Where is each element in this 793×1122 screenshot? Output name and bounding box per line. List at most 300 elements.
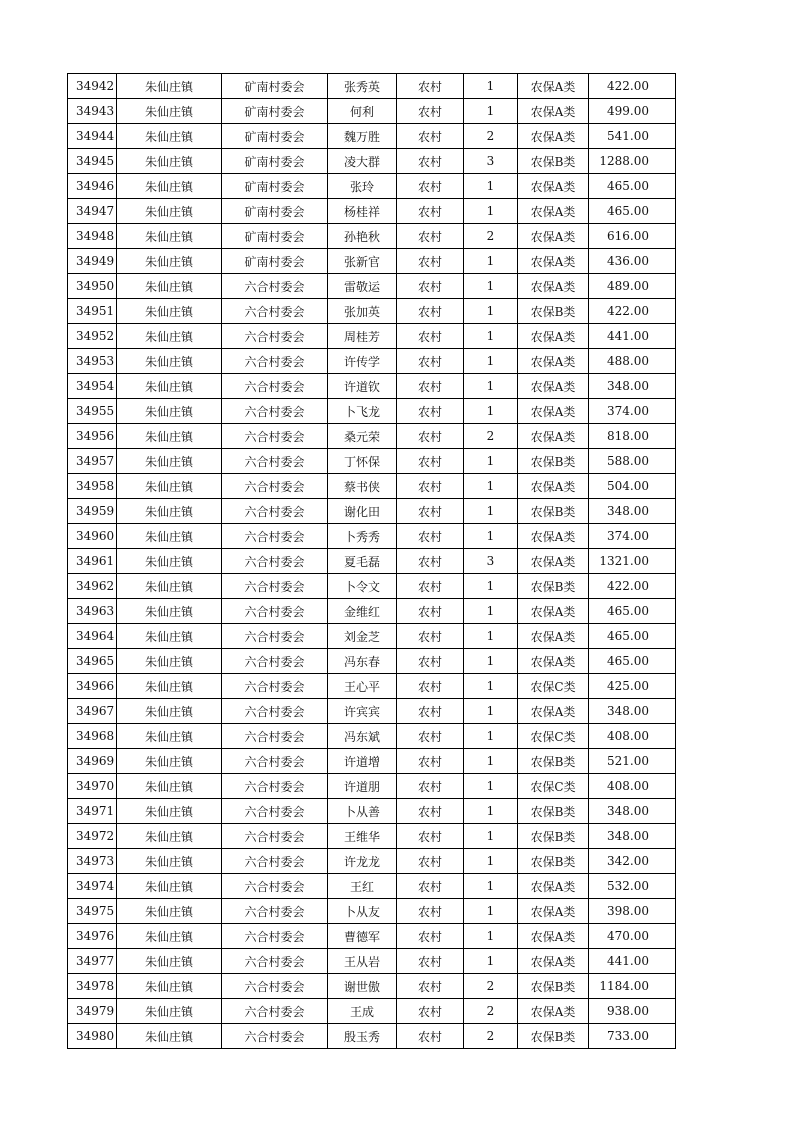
town-cell: 朱仙庄镇 (117, 499, 222, 524)
name-cell: 杨桂祥 (328, 199, 397, 224)
table-row (68, 424, 676, 449)
record-id-cell: 34950 (68, 274, 117, 299)
insurance-category-cell: 农保A类 (518, 374, 589, 399)
area-type-cell: 农村 (397, 199, 464, 224)
village-committee-cell: 六合村委会 (222, 699, 328, 724)
village-committee-cell: 六合村委会 (222, 474, 328, 499)
insurance-category-cell: 农保B类 (518, 299, 589, 324)
name-cell: 殷玉秀 (328, 1024, 397, 1049)
record-id-cell: 34958 (68, 474, 117, 499)
town-cell: 朱仙庄镇 (117, 549, 222, 574)
amount-cell: 342.00 (589, 849, 676, 874)
amount-cell: 465.00 (589, 174, 676, 199)
amount-cell: 408.00 (589, 724, 676, 749)
area-type-cell: 农村 (397, 249, 464, 274)
name-cell: 金维红 (328, 599, 397, 624)
record-id-cell: 34976 (68, 924, 117, 949)
table-row (68, 174, 676, 199)
insurance-category-cell: 农保A类 (518, 474, 589, 499)
name-cell: 丁怀保 (328, 449, 397, 474)
household-size-cell: 1 (464, 474, 518, 499)
household-size-cell: 3 (464, 549, 518, 574)
village-committee-cell: 六合村委会 (222, 424, 328, 449)
household-size-cell: 1 (464, 74, 518, 99)
record-id-cell: 34943 (68, 99, 117, 124)
amount-cell: 938.00 (589, 999, 676, 1024)
table-row (68, 274, 676, 299)
insurance-category-cell: 农保A类 (518, 249, 589, 274)
record-id-cell: 34949 (68, 249, 117, 274)
village-committee-cell: 六合村委会 (222, 774, 328, 799)
name-cell: 许道朋 (328, 774, 397, 799)
record-id-cell: 34952 (68, 324, 117, 349)
town-cell: 朱仙庄镇 (117, 424, 222, 449)
village-committee-cell: 六合村委会 (222, 974, 328, 999)
town-cell: 朱仙庄镇 (117, 949, 222, 974)
table-row (68, 374, 676, 399)
area-type-cell: 农村 (397, 924, 464, 949)
insurance-category-cell: 农保A类 (518, 324, 589, 349)
amount-cell: 348.00 (589, 824, 676, 849)
household-size-cell: 2 (464, 224, 518, 249)
table-row (68, 399, 676, 424)
household-size-cell: 1 (464, 399, 518, 424)
area-type-cell: 农村 (397, 599, 464, 624)
village-committee-cell: 六合村委会 (222, 524, 328, 549)
name-cell: 张加英 (328, 299, 397, 324)
household-size-cell: 1 (464, 374, 518, 399)
insurance-category-cell: 农保A类 (518, 74, 589, 99)
village-committee-cell: 六合村委会 (222, 874, 328, 899)
name-cell: 王心平 (328, 674, 397, 699)
insurance-category-cell: 农保B类 (518, 749, 589, 774)
village-committee-cell: 六合村委会 (222, 624, 328, 649)
area-type-cell: 农村 (397, 974, 464, 999)
table-row (68, 849, 676, 874)
area-type-cell: 农村 (397, 99, 464, 124)
name-cell: 王成 (328, 999, 397, 1024)
area-type-cell: 农村 (397, 824, 464, 849)
area-type-cell: 农村 (397, 274, 464, 299)
household-size-cell: 2 (464, 1024, 518, 1049)
record-id-cell: 34944 (68, 124, 117, 149)
area-type-cell: 农村 (397, 74, 464, 99)
insurance-category-cell: 农保B类 (518, 1024, 589, 1049)
household-size-cell: 1 (464, 824, 518, 849)
amount-cell: 348.00 (589, 499, 676, 524)
town-cell: 朱仙庄镇 (117, 649, 222, 674)
town-cell: 朱仙庄镇 (117, 574, 222, 599)
village-committee-cell: 六合村委会 (222, 324, 328, 349)
village-committee-cell: 矿南村委会 (222, 224, 328, 249)
amount-cell: 488.00 (589, 349, 676, 374)
amount-cell: 425.00 (589, 674, 676, 699)
area-type-cell: 农村 (397, 449, 464, 474)
household-size-cell: 1 (464, 324, 518, 349)
amount-cell: 374.00 (589, 399, 676, 424)
record-id-cell: 34960 (68, 524, 117, 549)
insurance-category-cell: 农保A类 (518, 599, 589, 624)
name-cell: 曹德军 (328, 924, 397, 949)
town-cell: 朱仙庄镇 (117, 974, 222, 999)
area-type-cell: 农村 (397, 649, 464, 674)
name-cell: 许道增 (328, 749, 397, 774)
insurance-category-cell: 农保C类 (518, 674, 589, 699)
town-cell: 朱仙庄镇 (117, 449, 222, 474)
amount-cell: 465.00 (589, 199, 676, 224)
town-cell: 朱仙庄镇 (117, 849, 222, 874)
table-row (68, 124, 676, 149)
village-committee-cell: 六合村委会 (222, 924, 328, 949)
record-id-cell: 34965 (68, 649, 117, 674)
village-committee-cell: 六合村委会 (222, 399, 328, 424)
village-committee-cell: 矿南村委会 (222, 74, 328, 99)
town-cell: 朱仙庄镇 (117, 524, 222, 549)
household-size-cell: 3 (464, 149, 518, 174)
name-cell: 张秀英 (328, 74, 397, 99)
amount-cell: 733.00 (589, 1024, 676, 1049)
record-id-cell: 34948 (68, 224, 117, 249)
insurance-category-cell: 农保B类 (518, 799, 589, 824)
table-row (68, 499, 676, 524)
table-row (68, 574, 676, 599)
town-cell: 朱仙庄镇 (117, 924, 222, 949)
household-size-cell: 1 (464, 274, 518, 299)
village-committee-cell: 六合村委会 (222, 949, 328, 974)
area-type-cell: 农村 (397, 774, 464, 799)
area-type-cell: 农村 (397, 724, 464, 749)
table-row (68, 149, 676, 174)
amount-cell: 1321.00 (589, 549, 676, 574)
amount-cell: 532.00 (589, 874, 676, 899)
insurance-category-cell: 农保A类 (518, 699, 589, 724)
amount-cell: 374.00 (589, 524, 676, 549)
name-cell: 何利 (328, 99, 397, 124)
town-cell: 朱仙庄镇 (117, 599, 222, 624)
name-cell: 王维华 (328, 824, 397, 849)
area-type-cell: 农村 (397, 1024, 464, 1049)
name-cell: 夏毛磊 (328, 549, 397, 574)
village-committee-cell: 六合村委会 (222, 274, 328, 299)
town-cell: 朱仙庄镇 (117, 699, 222, 724)
village-committee-cell: 六合村委会 (222, 599, 328, 624)
record-id-cell: 34956 (68, 424, 117, 449)
household-size-cell: 1 (464, 774, 518, 799)
town-cell: 朱仙庄镇 (117, 349, 222, 374)
insurance-category-cell: 农保A类 (518, 899, 589, 924)
name-cell: 冯东斌 (328, 724, 397, 749)
name-cell: 魏万胜 (328, 124, 397, 149)
village-committee-cell: 矿南村委会 (222, 149, 328, 174)
amount-cell: 1184.00 (589, 974, 676, 999)
insurance-category-cell: 农保A类 (518, 624, 589, 649)
area-type-cell: 农村 (397, 174, 464, 199)
name-cell: 张新官 (328, 249, 397, 274)
insurance-category-cell: 农保A类 (518, 649, 589, 674)
record-id-cell: 34980 (68, 1024, 117, 1049)
town-cell: 朱仙庄镇 (117, 199, 222, 224)
table-row (68, 1024, 676, 1049)
insurance-category-cell: 农保B类 (518, 849, 589, 874)
name-cell: 许宾宾 (328, 699, 397, 724)
insurance-category-cell: 农保B类 (518, 574, 589, 599)
record-id-cell: 34972 (68, 824, 117, 849)
amount-cell: 465.00 (589, 624, 676, 649)
insurance-category-cell: 农保A类 (518, 549, 589, 574)
insurance-category-cell: 农保A类 (518, 399, 589, 424)
name-cell: 冯东春 (328, 649, 397, 674)
insurance-category-cell: 农保A类 (518, 224, 589, 249)
town-cell: 朱仙庄镇 (117, 249, 222, 274)
village-committee-cell: 六合村委会 (222, 849, 328, 874)
insurance-category-cell: 农保A类 (518, 124, 589, 149)
name-cell: 凌大群 (328, 149, 397, 174)
area-type-cell: 农村 (397, 374, 464, 399)
insurance-category-cell: 农保B类 (518, 149, 589, 174)
town-cell: 朱仙庄镇 (117, 149, 222, 174)
record-id-cell: 34961 (68, 549, 117, 574)
insurance-category-cell: 农保B类 (518, 449, 589, 474)
table-row (68, 674, 676, 699)
town-cell: 朱仙庄镇 (117, 874, 222, 899)
name-cell: 卜令文 (328, 574, 397, 599)
village-committee-cell: 六合村委会 (222, 724, 328, 749)
table-row (68, 449, 676, 474)
village-committee-cell: 六合村委会 (222, 299, 328, 324)
village-committee-cell: 六合村委会 (222, 749, 328, 774)
town-cell: 朱仙庄镇 (117, 799, 222, 824)
table-row (68, 699, 676, 724)
name-cell: 桑元荣 (328, 424, 397, 449)
town-cell: 朱仙庄镇 (117, 724, 222, 749)
village-committee-cell: 六合村委会 (222, 999, 328, 1024)
area-type-cell: 农村 (397, 574, 464, 599)
record-id-cell: 34969 (68, 749, 117, 774)
table-row (68, 349, 676, 374)
record-id-cell: 34962 (68, 574, 117, 599)
village-committee-cell: 矿南村委会 (222, 249, 328, 274)
amount-cell: 441.00 (589, 949, 676, 974)
table-row (68, 299, 676, 324)
table-row (68, 799, 676, 824)
village-committee-cell: 矿南村委会 (222, 124, 328, 149)
area-type-cell: 农村 (397, 424, 464, 449)
insurance-category-cell: 农保A类 (518, 524, 589, 549)
area-type-cell: 农村 (397, 624, 464, 649)
household-size-cell: 2 (464, 974, 518, 999)
amount-cell: 521.00 (589, 749, 676, 774)
amount-cell: 818.00 (589, 424, 676, 449)
amount-cell: 348.00 (589, 799, 676, 824)
amount-cell: 348.00 (589, 699, 676, 724)
insurance-category-cell: 农保B类 (518, 499, 589, 524)
table-row (68, 874, 676, 899)
insurance-category-cell: 农保A类 (518, 99, 589, 124)
record-id-cell: 34959 (68, 499, 117, 524)
town-cell: 朱仙庄镇 (117, 324, 222, 349)
household-size-cell: 1 (464, 799, 518, 824)
roster-table (67, 73, 676, 1049)
area-type-cell: 农村 (397, 124, 464, 149)
record-id-cell: 34947 (68, 199, 117, 224)
village-committee-cell: 六合村委会 (222, 349, 328, 374)
household-size-cell: 1 (464, 174, 518, 199)
household-size-cell: 1 (464, 249, 518, 274)
household-size-cell: 1 (464, 349, 518, 374)
record-id-cell: 34953 (68, 349, 117, 374)
table-row (68, 774, 676, 799)
household-size-cell: 2 (464, 424, 518, 449)
amount-cell: 588.00 (589, 449, 676, 474)
insurance-category-cell: 农保B类 (518, 974, 589, 999)
household-size-cell: 1 (464, 524, 518, 549)
table-row (68, 624, 676, 649)
area-type-cell: 农村 (397, 499, 464, 524)
village-committee-cell: 六合村委会 (222, 499, 328, 524)
amount-cell: 422.00 (589, 74, 676, 99)
amount-cell: 398.00 (589, 899, 676, 924)
town-cell: 朱仙庄镇 (117, 224, 222, 249)
town-cell: 朱仙庄镇 (117, 674, 222, 699)
table-row (68, 474, 676, 499)
area-type-cell: 农村 (397, 799, 464, 824)
name-cell: 蔡书侠 (328, 474, 397, 499)
town-cell: 朱仙庄镇 (117, 1024, 222, 1049)
amount-cell: 465.00 (589, 599, 676, 624)
table-row (68, 249, 676, 274)
record-id-cell: 34968 (68, 724, 117, 749)
name-cell: 卜飞龙 (328, 399, 397, 424)
town-cell: 朱仙庄镇 (117, 74, 222, 99)
area-type-cell: 农村 (397, 874, 464, 899)
town-cell: 朱仙庄镇 (117, 274, 222, 299)
insurance-category-cell: 农保A类 (518, 349, 589, 374)
insurance-category-cell: 农保A类 (518, 874, 589, 899)
household-size-cell: 1 (464, 99, 518, 124)
insurance-category-cell: 农保A类 (518, 949, 589, 974)
household-size-cell: 1 (464, 924, 518, 949)
village-committee-cell: 六合村委会 (222, 374, 328, 399)
area-type-cell: 农村 (397, 399, 464, 424)
insurance-category-cell: 农保A类 (518, 999, 589, 1024)
record-id-cell: 34974 (68, 874, 117, 899)
area-type-cell: 农村 (397, 474, 464, 499)
amount-cell: 499.00 (589, 99, 676, 124)
area-type-cell: 农村 (397, 149, 464, 174)
amount-cell: 489.00 (589, 274, 676, 299)
amount-cell: 441.00 (589, 324, 676, 349)
insurance-category-cell: 农保A类 (518, 274, 589, 299)
record-id-cell: 34955 (68, 399, 117, 424)
household-size-cell: 1 (464, 724, 518, 749)
name-cell: 王从岩 (328, 949, 397, 974)
name-cell: 许龙龙 (328, 849, 397, 874)
village-committee-cell: 六合村委会 (222, 649, 328, 674)
village-committee-cell: 六合村委会 (222, 549, 328, 574)
record-id-cell: 34945 (68, 149, 117, 174)
household-size-cell: 2 (464, 999, 518, 1024)
town-cell: 朱仙庄镇 (117, 774, 222, 799)
record-id-cell: 34954 (68, 374, 117, 399)
household-size-cell: 1 (464, 299, 518, 324)
area-type-cell: 农村 (397, 299, 464, 324)
record-id-cell: 34970 (68, 774, 117, 799)
amount-cell: 470.00 (589, 924, 676, 949)
insurance-category-cell: 农保C类 (518, 774, 589, 799)
table-row (68, 949, 676, 974)
village-committee-cell: 六合村委会 (222, 1024, 328, 1049)
table-row (68, 724, 676, 749)
village-committee-cell: 六合村委会 (222, 674, 328, 699)
amount-cell: 541.00 (589, 124, 676, 149)
household-size-cell: 1 (464, 624, 518, 649)
household-size-cell: 1 (464, 599, 518, 624)
record-id-cell: 34973 (68, 849, 117, 874)
table-row (68, 649, 676, 674)
insurance-category-cell: 农保C类 (518, 724, 589, 749)
area-type-cell: 农村 (397, 224, 464, 249)
record-id-cell: 34979 (68, 999, 117, 1024)
town-cell: 朱仙庄镇 (117, 749, 222, 774)
insurance-category-cell: 农保A类 (518, 924, 589, 949)
area-type-cell: 农村 (397, 999, 464, 1024)
household-size-cell: 1 (464, 899, 518, 924)
table-body (68, 74, 676, 1049)
household-size-cell: 1 (464, 199, 518, 224)
table-row (68, 899, 676, 924)
town-cell: 朱仙庄镇 (117, 174, 222, 199)
village-committee-cell: 矿南村委会 (222, 174, 328, 199)
record-id-cell: 34942 (68, 74, 117, 99)
village-committee-cell: 六合村委会 (222, 449, 328, 474)
village-committee-cell: 六合村委会 (222, 824, 328, 849)
name-cell: 谢世傲 (328, 974, 397, 999)
area-type-cell: 农村 (397, 699, 464, 724)
table-row (68, 824, 676, 849)
town-cell: 朱仙庄镇 (117, 99, 222, 124)
name-cell: 卜从友 (328, 899, 397, 924)
household-size-cell: 1 (464, 499, 518, 524)
name-cell: 谢化田 (328, 499, 397, 524)
amount-cell: 408.00 (589, 774, 676, 799)
village-committee-cell: 矿南村委会 (222, 99, 328, 124)
household-size-cell: 1 (464, 674, 518, 699)
household-size-cell: 1 (464, 849, 518, 874)
name-cell: 张玲 (328, 174, 397, 199)
table-row (68, 549, 676, 574)
household-size-cell: 1 (464, 949, 518, 974)
village-committee-cell: 矿南村委会 (222, 199, 328, 224)
area-type-cell: 农村 (397, 349, 464, 374)
record-id-cell: 34963 (68, 599, 117, 624)
name-cell: 许传学 (328, 349, 397, 374)
record-id-cell: 34975 (68, 899, 117, 924)
record-id-cell: 34957 (68, 449, 117, 474)
household-size-cell: 1 (464, 449, 518, 474)
household-size-cell: 2 (464, 124, 518, 149)
town-cell: 朱仙庄镇 (117, 824, 222, 849)
insurance-category-cell: 农保A类 (518, 174, 589, 199)
table-row (68, 599, 676, 624)
area-type-cell: 农村 (397, 899, 464, 924)
village-committee-cell: 六合村委会 (222, 899, 328, 924)
record-id-cell: 34971 (68, 799, 117, 824)
amount-cell: 436.00 (589, 249, 676, 274)
table-row (68, 924, 676, 949)
area-type-cell: 农村 (397, 524, 464, 549)
household-size-cell: 1 (464, 874, 518, 899)
record-id-cell: 34951 (68, 299, 117, 324)
